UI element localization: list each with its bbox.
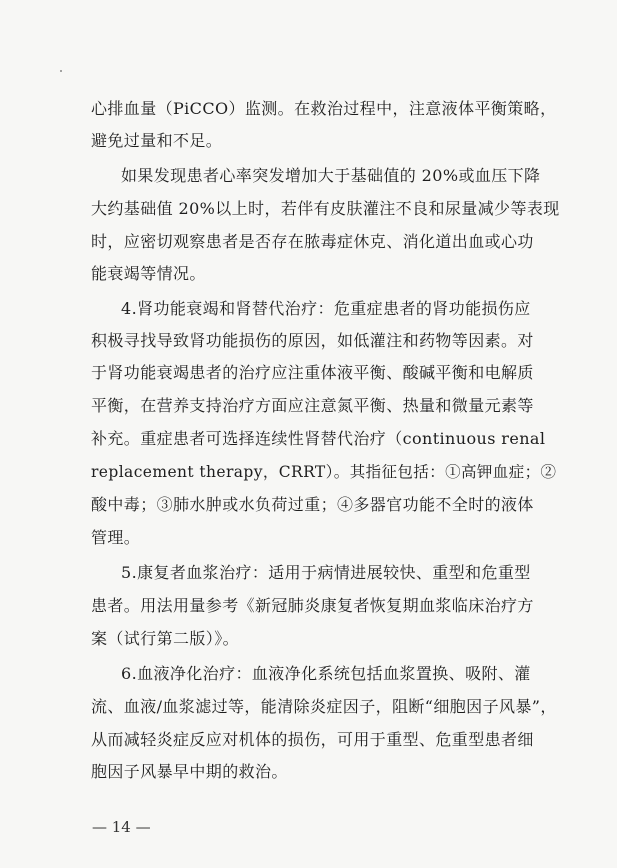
scan-speck <box>60 70 62 72</box>
page-number: — 14 — <box>92 818 151 836</box>
text-line: 于肾功能衰竭患者的治疗应注重体液平衡、酸碱平衡和电解质 <box>91 363 534 382</box>
text-line: 酸中毒；③肺水肿或水负荷过重；④多器官功能不全时的液体 <box>91 495 534 514</box>
text-line: 6.血液净化治疗：血液净化系统包括血浆置换、吸附、灌 <box>121 664 531 683</box>
text-line: 患者。用法用量参考《新冠肺炎康复者恢复期血浆临床治疗方 <box>91 596 534 615</box>
text-line: 4.肾功能衰竭和肾替代治疗：危重症患者的肾功能损伤应 <box>121 299 531 318</box>
text-line: 积极寻找导致肾功能损伤的原因，如低灌注和药物等因素。对 <box>91 331 534 350</box>
text-line: 补充。重症患者可选择连续性肾替代治疗（continuous renal <box>91 429 546 448</box>
text-line: 时，应密切观察患者是否存在脓毒症休克、消化道出血或心功 <box>91 232 534 251</box>
text-line: 案（试行第二版）》。 <box>91 629 240 648</box>
text-line: 管理。 <box>91 528 141 547</box>
text-line: 能衰竭等情况。 <box>91 264 206 283</box>
text-line: 心排血量（PiCCO）监测。在救治过程中，注意液体平衡策略， <box>91 99 557 118</box>
text-line: 5.康复者血浆治疗：适用于病情进展较快、重型和危重型 <box>121 563 531 582</box>
text-line: 流、血液/血浆滤过等，能清除炎症因子，阻断“细胞因子风暴”， <box>91 697 557 716</box>
text-line: 平衡，在营养支持治疗方面应注意氮平衡、热量和微量元素等 <box>91 396 534 415</box>
text-line: 从而减轻炎症反应对机体的损伤，可用于重型、危重型患者细 <box>91 730 534 749</box>
text-line: 大约基础值 20%以上时，若伴有皮肤灌注不良和尿量减少等表现 <box>91 199 560 218</box>
text-line: 胞因子风暴早中期的救治。 <box>91 762 288 781</box>
text-line: 如果发现患者心率突发增加大于基础值的 20%或血压下降 <box>121 166 541 185</box>
text-line: 避免过量和不足。 <box>91 131 223 150</box>
text-line: replacement therapy，CRRT）。其指征包括：①高钾血症；② <box>91 463 557 481</box>
